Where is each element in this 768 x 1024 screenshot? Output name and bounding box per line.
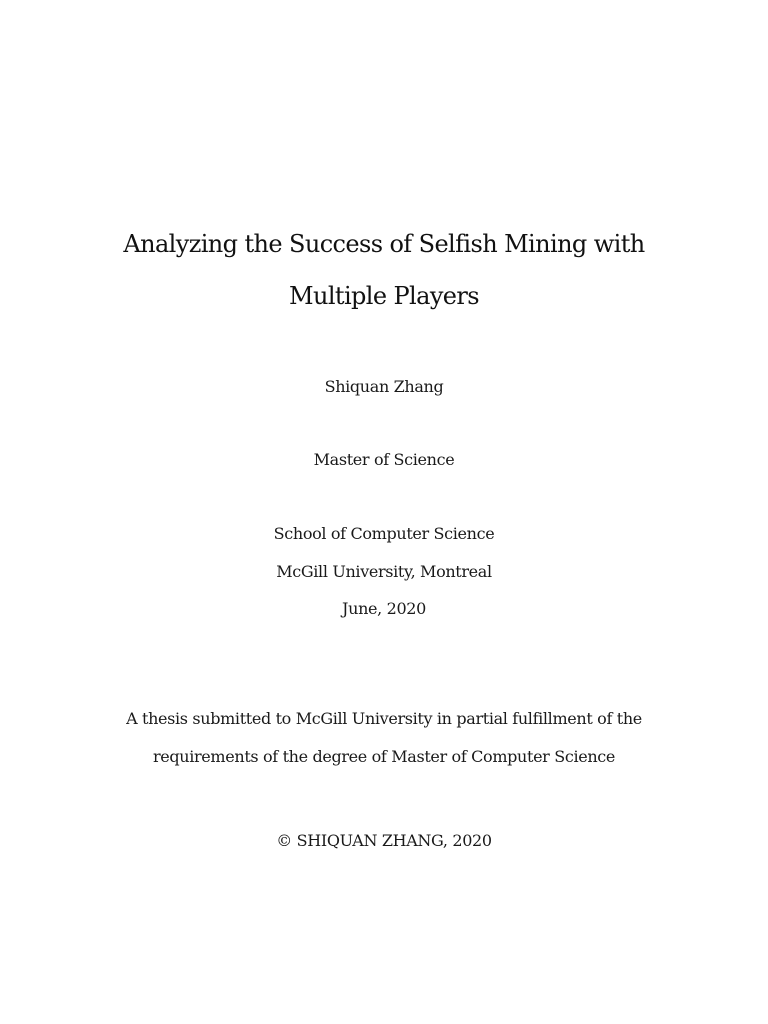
- author-name: Shiquan Zhang: [324, 377, 444, 396]
- copyright-notice: © SHIQUAN ZHANG, 2020: [276, 831, 492, 850]
- thesis-title-line-2: Multiple Players: [289, 282, 479, 310]
- thesis-statement-line-1: A thesis submitted to McGill University in partial fulfillment of the: [126, 709, 642, 728]
- degree-name: Master of Science: [313, 450, 455, 469]
- submission-date: June, 2020: [342, 599, 426, 618]
- university-name: McGill University, Montreal: [276, 562, 492, 581]
- department-name: School of Computer Science: [273, 524, 495, 543]
- thesis-title-line-1: Analyzing the Success of Selfish Mining with: [123, 230, 645, 258]
- thesis-statement-line-2: requirements of the degree of Master of Computer Science: [152, 747, 616, 766]
